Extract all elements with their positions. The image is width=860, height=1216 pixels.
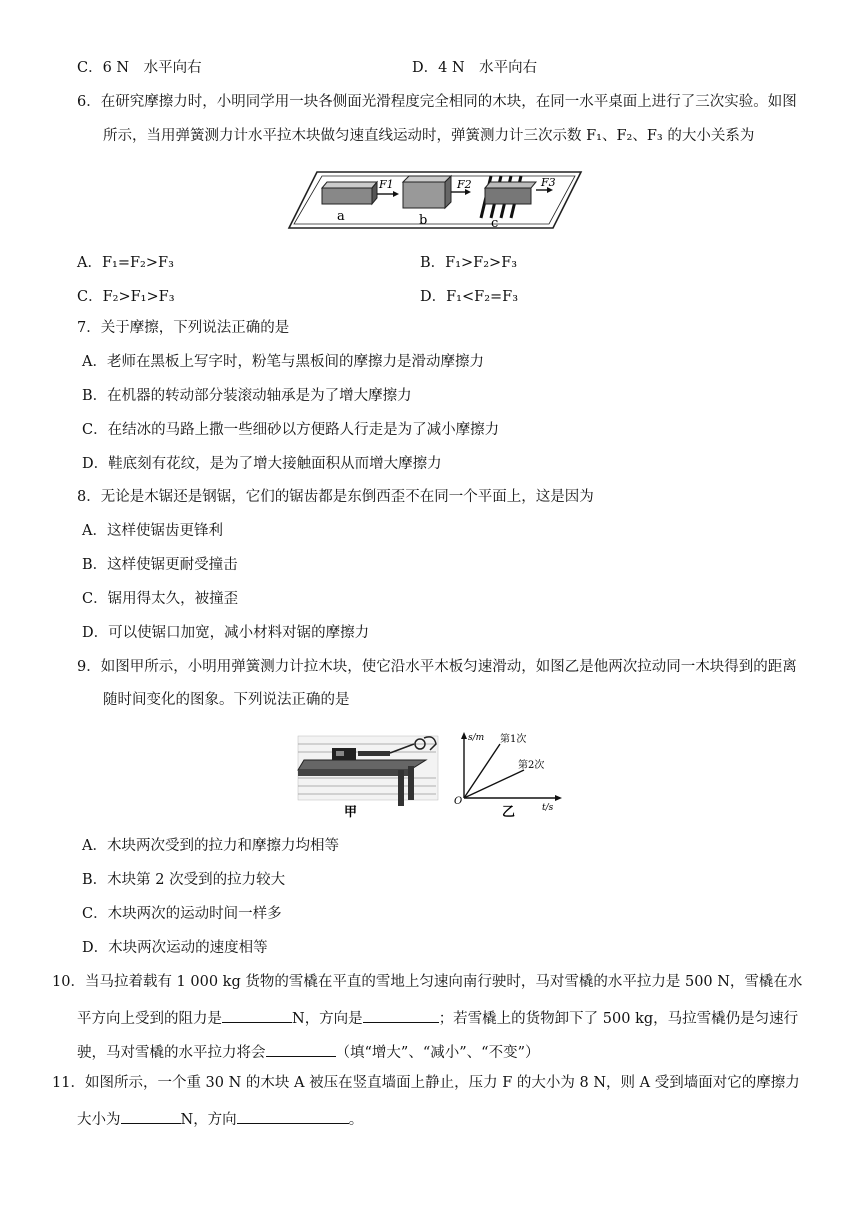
- label-f3: F3: [541, 176, 556, 189]
- q11-line2-c: 。: [348, 1112, 364, 1128]
- q10-line3-b: （填“增大”、“减小”、“不变”）: [335, 1045, 540, 1061]
- q8-stem: 8．无论是木锯还是钢锯，它们的锯齿都是东倒西歪不在同一个平面上，这是因为: [77, 489, 594, 505]
- q5-option-d: D．4 N 水平向右: [412, 60, 538, 76]
- label-c: c: [491, 216, 499, 231]
- q9-stem-line2: 随时间变化的图象。下列说法正确的是: [103, 692, 350, 708]
- label-b: b: [419, 213, 428, 228]
- q11-blank-friction[interactable]: [121, 1107, 181, 1124]
- q11-line2: [77, 1107, 363, 1130]
- q6-option-c: C．F₂>F₁>F₃: [77, 289, 175, 305]
- q10-line3-a: 驶，马对雪橇的水平拉力将会: [77, 1045, 266, 1061]
- label-a: a: [337, 209, 345, 224]
- q6-figure-blocks: [285, 166, 585, 232]
- q7-option-d: D．鞋底刻有花纹，是为了增大接触面积从而增大摩擦力: [82, 456, 442, 472]
- label-f2: F2: [457, 178, 472, 191]
- q8-option-b: B．这样使锯更耐受撞击: [82, 557, 238, 573]
- q10-line2-b: N，方向是: [292, 1011, 363, 1027]
- q7-option-b: B．在机器的转动部分装滚动轴承是为了增大摩擦力: [82, 388, 412, 404]
- q10-blank-change[interactable]: [266, 1040, 336, 1057]
- label-jia: 甲: [344, 805, 358, 818]
- q6-option-b: B．F₁>F₂>F₃: [420, 255, 518, 271]
- q6-stem-line2: 所示，当用弹簧测力计水平拉木块做匀速直线运动时，弹簧测力计三次示数 F₁、F₂、F₃ 的大小关系为: [103, 128, 755, 144]
- q6-stem-line1: 6．在研究摩擦力时，小明同学用一块各侧面光滑程度完全相同的木块，在同一水平桌面上进行了三次实验。如图: [77, 94, 797, 110]
- q7-option-c: C．在结冰的马路上撒一些细砂以方便路人行走是为了减小摩擦力: [82, 422, 500, 438]
- label-yi: 乙: [502, 805, 516, 818]
- q10-blank-resistance[interactable]: [222, 1006, 292, 1023]
- q9-option-c: C．木块两次的运动时间一样多: [82, 906, 282, 922]
- q11-line1: 11．如图所示，一个重 30 N 的木块 A 被压在竖直墙面上静止，压力 F 的大小为 8 N，则 A 受到墙面对它的摩擦力: [52, 1075, 800, 1091]
- q10-line2-c: ；若雪橇上的货物卸下了 500 kg，马拉雪橇仍是匀速行: [438, 1011, 799, 1027]
- q11-line2-b: N，方向: [180, 1112, 237, 1128]
- label-axis-t: t/s: [542, 803, 554, 813]
- q10-line3: [77, 1040, 539, 1063]
- q5-option-c: C．6 N 水平向右: [77, 60, 202, 76]
- q11-blank-direction[interactable]: [237, 1107, 349, 1124]
- q6-option-d: D．F₁<F₂=F₃: [420, 289, 519, 305]
- q7-stem: 7．关于摩擦，下列说法正确的是: [77, 320, 290, 336]
- q9-figure: [296, 730, 564, 818]
- q10-line2-a: 平方向上受到的阻力是: [77, 1011, 222, 1027]
- q10-line2: [77, 1006, 798, 1029]
- label-origin: O: [454, 796, 463, 807]
- q9-option-a: A．木块两次受到的拉力和摩擦力均相等: [82, 838, 339, 854]
- q8-option-c: C．锯用得太久，被撞歪: [82, 591, 239, 607]
- q9-figure-jia: [298, 736, 438, 806]
- q10-blank-direction[interactable]: [363, 1006, 439, 1023]
- q6-option-a: A．F₁=F₂>F₃: [77, 255, 174, 271]
- label-trial-2: 第2次: [518, 760, 545, 771]
- q9-stem-line1: 9．如图甲所示，小明用弹簧测力计拉木块，使它沿水平木板匀速滑动，如图乙是他两次拉动同一木块得到的距离: [77, 659, 797, 675]
- q8-option-d: D．可以使锯口加宽，减小材料对锯的摩擦力: [82, 625, 370, 641]
- q8-option-a: A．这样使锯齿更锋利: [82, 523, 223, 539]
- q10-line1: 10．当马拉着载有 1 000 kg 货物的雪橇在平直的雪地上匀速向南行驶时，马对雪橇的水平拉力是 500 N，雪橇在水: [52, 974, 803, 990]
- q9-option-b: B．木块第 2 次受到的拉力较大: [82, 872, 286, 888]
- q11-line2-a: 大小为: [77, 1112, 121, 1128]
- label-axis-s: s/m: [468, 733, 485, 743]
- label-trial-1: 第1次: [500, 734, 527, 745]
- q7-option-a: A．老师在黑板上写字时，粉笔与黑板间的摩擦力是滑动摩擦力: [82, 354, 484, 370]
- label-f1: F1: [379, 178, 394, 191]
- q9-option-d: D．木块两次运动的速度相等: [82, 940, 268, 956]
